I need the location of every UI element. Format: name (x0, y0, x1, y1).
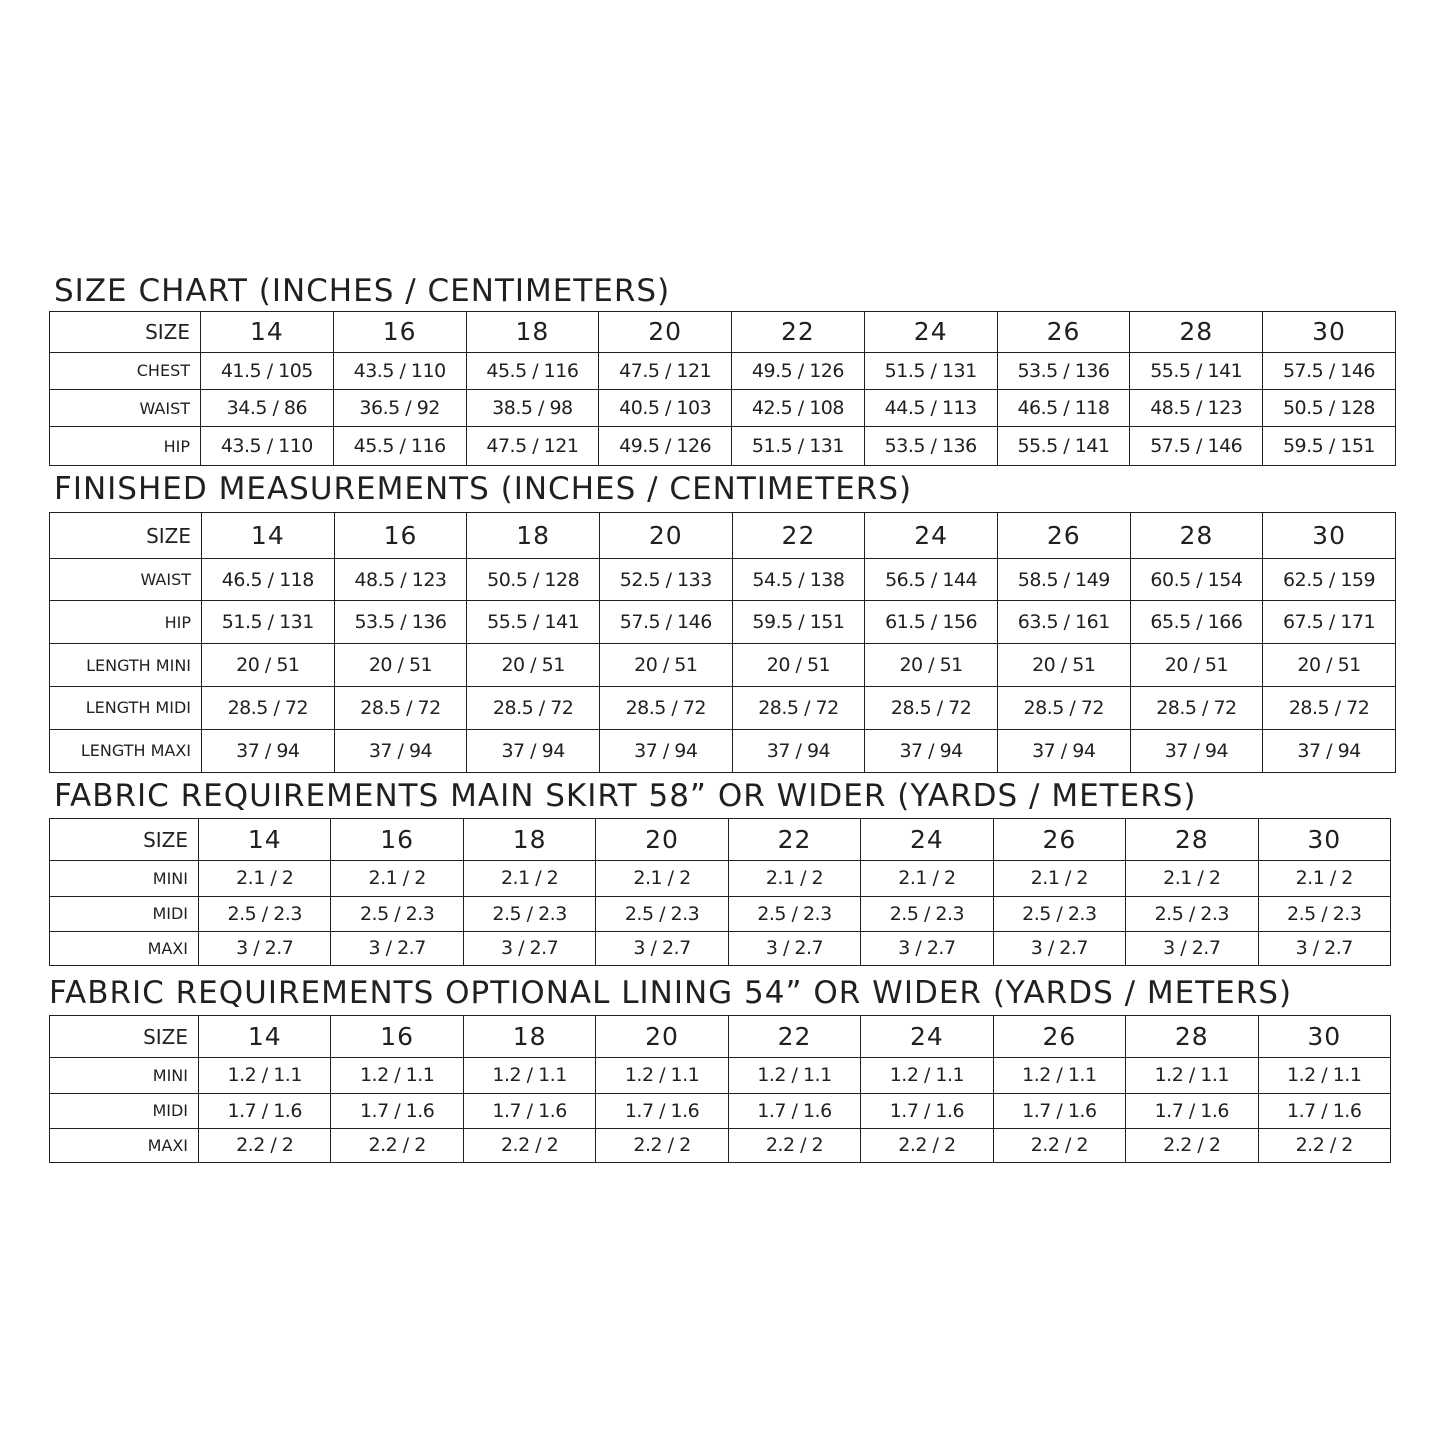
measurement-cell: 2.2 / 2 (993, 1128, 1125, 1162)
size-header-cell: 24 (861, 1016, 993, 1058)
size-header-cell: 24 (865, 513, 998, 559)
size-header-cell: 30 (1258, 1016, 1390, 1058)
table-row (50, 1128, 1391, 1162)
measurement-cell: 28.5 / 72 (865, 686, 998, 729)
measurement-cell: 56.5 / 144 (865, 559, 998, 601)
measurement-cell: 2.2 / 2 (331, 1128, 463, 1162)
measurement-cell: 20 / 51 (865, 644, 998, 686)
measurement-cell: 59.5 / 151 (1263, 427, 1396, 466)
row-label: MAXI (50, 931, 199, 965)
measurement-cell: 44.5 / 113 (864, 390, 997, 427)
row-label: MIDI (50, 1093, 199, 1128)
size-header-cell: 30 (1263, 312, 1396, 353)
table-row (50, 427, 1396, 466)
measurement-cell: 55.5 / 141 (997, 427, 1130, 466)
size-header-cell: 26 (993, 1016, 1125, 1058)
size-header-cell: 24 (864, 312, 997, 353)
measurement-cell: 20 / 51 (1130, 644, 1263, 686)
table-row (50, 1093, 1391, 1128)
measurement-cell: 2.5 / 2.3 (463, 896, 595, 931)
measurement-cell: 20 / 51 (202, 644, 335, 686)
measurement-cell: 51.5 / 131 (732, 427, 865, 466)
measurement-cell: 61.5 / 156 (865, 601, 998, 644)
measurement-cell: 37 / 94 (334, 729, 467, 772)
measurement-cell: 1.2 / 1.1 (463, 1058, 595, 1093)
finished-measurements-title: FINISHED MEASUREMENTS (INCHES / CENTIMETERS) (54, 471, 913, 507)
measurement-cell: 1.7 / 1.6 (728, 1093, 860, 1128)
size-header-cell: 18 (463, 819, 595, 861)
measurement-cell: 49.5 / 126 (599, 427, 732, 466)
size-chart-table (49, 311, 1396, 466)
measurement-cell: 63.5 / 161 (997, 601, 1130, 644)
measurement-cell: 1.7 / 1.6 (463, 1093, 595, 1128)
measurement-cell: 3 / 2.7 (1258, 931, 1390, 965)
measurement-cell: 1.2 / 1.1 (1126, 1058, 1258, 1093)
size-header-cell: 26 (997, 312, 1130, 353)
measurement-cell: 1.7 / 1.6 (1258, 1093, 1390, 1128)
size-header-cell: 20 (599, 312, 732, 353)
measurement-cell: 28.5 / 72 (997, 686, 1130, 729)
measurement-cell: 2.5 / 2.3 (861, 896, 993, 931)
measurement-cell: 37 / 94 (202, 729, 335, 772)
measurement-cell: 28.5 / 72 (1130, 686, 1263, 729)
measurement-cell: 3 / 2.7 (993, 931, 1125, 965)
measurement-cell: 47.5 / 121 (599, 352, 732, 389)
measurement-cell: 1.7 / 1.6 (199, 1093, 331, 1128)
measurement-cell: 47.5 / 121 (466, 427, 599, 466)
measurement-cell: 37 / 94 (732, 729, 865, 772)
measurement-cell: 1.2 / 1.1 (993, 1058, 1125, 1093)
measurement-cell: 2.5 / 2.3 (1258, 896, 1390, 931)
measurement-cell: 51.5 / 131 (864, 352, 997, 389)
measurement-cell: 37 / 94 (467, 729, 600, 772)
fabric-optional-lining-table (49, 1015, 1391, 1163)
measurement-cell: 1.7 / 1.6 (993, 1093, 1125, 1128)
measurement-cell: 2.1 / 2 (993, 861, 1125, 896)
measurement-cell: 2.2 / 2 (596, 1128, 728, 1162)
measurement-cell: 2.5 / 2.3 (728, 896, 860, 931)
measurement-cell: 2.1 / 2 (1126, 861, 1258, 896)
measurement-cell: 2.1 / 2 (463, 861, 595, 896)
row-label: LENGTH MIDI (50, 686, 202, 729)
measurement-cell: 2.1 / 2 (1258, 861, 1390, 896)
measurement-cell: 1.2 / 1.1 (331, 1058, 463, 1093)
measurement-cell: 53.5 / 136 (864, 427, 997, 466)
measurement-cell: 1.2 / 1.1 (596, 1058, 728, 1093)
measurement-cell: 1.2 / 1.1 (861, 1058, 993, 1093)
table-row (50, 1058, 1391, 1093)
measurement-cell: 48.5 / 123 (1130, 390, 1263, 427)
measurement-cell: 3 / 2.7 (199, 931, 331, 965)
header-row (50, 1016, 1391, 1058)
measurement-cell: 28.5 / 72 (1263, 686, 1396, 729)
measurement-cell: 20 / 51 (334, 644, 467, 686)
measurement-cell: 2.1 / 2 (199, 861, 331, 896)
size-header-cell: 24 (861, 819, 993, 861)
measurement-cell: 20 / 51 (1263, 644, 1396, 686)
size-header-cell: 22 (728, 819, 860, 861)
size-header-cell: 20 (596, 1016, 728, 1058)
header-row (50, 819, 1391, 861)
size-header-cell: 28 (1130, 513, 1263, 559)
measurement-cell: 43.5 / 110 (333, 352, 466, 389)
measurement-cell: 45.5 / 116 (466, 352, 599, 389)
size-header-cell: 18 (463, 1016, 595, 1058)
size-header-cell: 16 (334, 513, 467, 559)
measurement-cell: 3 / 2.7 (596, 931, 728, 965)
measurement-cell: 65.5 / 166 (1130, 601, 1263, 644)
table-row (50, 644, 1396, 686)
measurement-cell: 50.5 / 128 (1263, 390, 1396, 427)
measurement-cell: 62.5 / 159 (1263, 559, 1396, 601)
size-header-cell: 16 (331, 819, 463, 861)
row-label: LENGTH MINI (50, 644, 202, 686)
measurement-cell: 3 / 2.7 (463, 931, 595, 965)
size-header-cell: 14 (202, 513, 335, 559)
size-header-cell: 28 (1126, 819, 1258, 861)
measurement-cell: 57.5 / 146 (1263, 352, 1396, 389)
measurement-cell: 37 / 94 (599, 729, 732, 772)
measurement-cell: 55.5 / 141 (1130, 352, 1263, 389)
table-row (50, 686, 1396, 729)
fabric-main-skirt-title: FABRIC REQUIREMENTS MAIN SKIRT 58” OR WIDER (YARDS / METERS) (54, 778, 1197, 814)
finished-measurements-table (49, 512, 1396, 773)
measurement-cell: 2.5 / 2.3 (199, 896, 331, 931)
fabric-optional-lining-title: FABRIC REQUIREMENTS OPTIONAL LINING 54” OR WIDER (YARDS / METERS) (49, 975, 1293, 1011)
measurement-cell: 67.5 / 171 (1263, 601, 1396, 644)
table-row (50, 861, 1391, 896)
measurement-cell: 28.5 / 72 (467, 686, 600, 729)
measurement-cell: 54.5 / 138 (732, 559, 865, 601)
measurement-cell: 28.5 / 72 (334, 686, 467, 729)
measurement-cell: 2.5 / 2.3 (1126, 896, 1258, 931)
measurement-cell: 28.5 / 72 (202, 686, 335, 729)
table-row (50, 896, 1391, 931)
row-label: LENGTH MAXI (50, 729, 202, 772)
measurement-cell: 34.5 / 86 (201, 390, 334, 427)
row-label: MIDI (50, 896, 199, 931)
measurement-cell: 1.2 / 1.1 (1258, 1058, 1390, 1093)
measurement-cell: 52.5 / 133 (599, 559, 732, 601)
measurement-cell: 42.5 / 108 (732, 390, 865, 427)
size-header-cell: 18 (467, 513, 600, 559)
measurement-cell: 55.5 / 141 (467, 601, 600, 644)
measurement-cell: 59.5 / 151 (732, 601, 865, 644)
measurement-cell: 20 / 51 (467, 644, 600, 686)
table-row (50, 559, 1396, 601)
size-header-cell: 22 (728, 1016, 860, 1058)
table-row (50, 601, 1396, 644)
size-header-cell: 14 (201, 312, 334, 353)
measurement-cell: 20 / 51 (732, 644, 865, 686)
size-header-cell: 14 (199, 819, 331, 861)
measurement-cell: 50.5 / 128 (467, 559, 600, 601)
measurement-cell: 38.5 / 98 (466, 390, 599, 427)
measurement-cell: 41.5 / 105 (201, 352, 334, 389)
measurement-cell: 2.2 / 2 (728, 1128, 860, 1162)
measurement-cell: 3 / 2.7 (861, 931, 993, 965)
row-label: WAIST (50, 559, 202, 601)
measurement-cell: 49.5 / 126 (732, 352, 865, 389)
row-label: MINI (50, 1058, 199, 1093)
size-header-cell: 22 (732, 312, 865, 353)
measurement-cell: 2.5 / 2.3 (993, 896, 1125, 931)
measurement-cell: 3 / 2.7 (331, 931, 463, 965)
measurement-cell: 2.1 / 2 (331, 861, 463, 896)
fabric-main-skirt-table (49, 818, 1391, 966)
size-header-cell: 16 (333, 312, 466, 353)
measurement-cell: 37 / 94 (1263, 729, 1396, 772)
row-label: MINI (50, 861, 199, 896)
measurement-cell: 57.5 / 146 (1130, 427, 1263, 466)
size-header-cell: 22 (732, 513, 865, 559)
measurement-cell: 2.2 / 2 (463, 1128, 595, 1162)
measurement-cell: 1.7 / 1.6 (1126, 1093, 1258, 1128)
measurement-cell: 53.5 / 136 (334, 601, 467, 644)
table-row (50, 931, 1391, 965)
measurement-cell: 2.1 / 2 (596, 861, 728, 896)
measurement-cell: 2.2 / 2 (1258, 1128, 1390, 1162)
measurement-cell: 20 / 51 (599, 644, 732, 686)
measurement-cell: 40.5 / 103 (599, 390, 732, 427)
size-header-cell: 26 (993, 819, 1125, 861)
size-header-label: SIZE (50, 1016, 199, 1058)
size-header-cell: 30 (1263, 513, 1396, 559)
size-header-cell: 20 (599, 513, 732, 559)
size-chart-title: SIZE CHART (INCHES / CENTIMETERS) (54, 273, 671, 309)
measurement-cell: 3 / 2.7 (728, 931, 860, 965)
measurement-cell: 51.5 / 131 (202, 601, 335, 644)
measurement-cell: 2.5 / 2.3 (331, 896, 463, 931)
size-header-cell: 28 (1130, 312, 1263, 353)
measurement-cell: 48.5 / 123 (334, 559, 467, 601)
header-row (50, 513, 1396, 559)
table-row (50, 352, 1396, 389)
measurement-cell: 1.7 / 1.6 (596, 1093, 728, 1128)
measurement-cell: 28.5 / 72 (599, 686, 732, 729)
measurement-cell: 1.2 / 1.1 (728, 1058, 860, 1093)
row-label: MAXI (50, 1128, 199, 1162)
measurement-cell: 46.5 / 118 (997, 390, 1130, 427)
measurement-cell: 58.5 / 149 (997, 559, 1130, 601)
measurement-cell: 43.5 / 110 (201, 427, 334, 466)
measurement-cell: 20 / 51 (997, 644, 1130, 686)
measurement-cell: 28.5 / 72 (732, 686, 865, 729)
measurement-cell: 2.1 / 2 (728, 861, 860, 896)
row-label: HIP (50, 427, 201, 466)
table-row (50, 390, 1396, 427)
measurement-cell: 37 / 94 (865, 729, 998, 772)
size-header-cell: 20 (596, 819, 728, 861)
row-label: HIP (50, 601, 202, 644)
measurement-cell: 46.5 / 118 (202, 559, 335, 601)
measurement-cell: 45.5 / 116 (333, 427, 466, 466)
measurement-cell: 57.5 / 146 (599, 601, 732, 644)
measurement-cell: 37 / 94 (997, 729, 1130, 772)
size-header-cell: 14 (199, 1016, 331, 1058)
size-header-cell: 26 (997, 513, 1130, 559)
measurement-cell: 53.5 / 136 (997, 352, 1130, 389)
size-header-label: SIZE (50, 513, 202, 559)
measurement-cell: 36.5 / 92 (333, 390, 466, 427)
measurement-cell: 1.2 / 1.1 (199, 1058, 331, 1093)
measurement-cell: 3 / 2.7 (1126, 931, 1258, 965)
size-header-cell: 30 (1258, 819, 1390, 861)
measurement-cell: 1.7 / 1.6 (861, 1093, 993, 1128)
size-header-label: SIZE (50, 312, 201, 353)
size-header-cell: 16 (331, 1016, 463, 1058)
measurement-cell: 37 / 94 (1130, 729, 1263, 772)
measurement-cell: 60.5 / 154 (1130, 559, 1263, 601)
size-header-cell: 28 (1126, 1016, 1258, 1058)
measurement-cell: 2.5 / 2.3 (596, 896, 728, 931)
measurement-cell: 2.2 / 2 (861, 1128, 993, 1162)
measurement-cell: 2.1 / 2 (861, 861, 993, 896)
size-header-label: SIZE (50, 819, 199, 861)
measurement-cell: 2.2 / 2 (1126, 1128, 1258, 1162)
measurement-cell: 1.7 / 1.6 (331, 1093, 463, 1128)
row-label: WAIST (50, 390, 201, 427)
measurement-cell: 2.2 / 2 (199, 1128, 331, 1162)
row-label: CHEST (50, 352, 201, 389)
header-row (50, 312, 1396, 353)
size-header-cell: 18 (466, 312, 599, 353)
table-row (50, 729, 1396, 772)
